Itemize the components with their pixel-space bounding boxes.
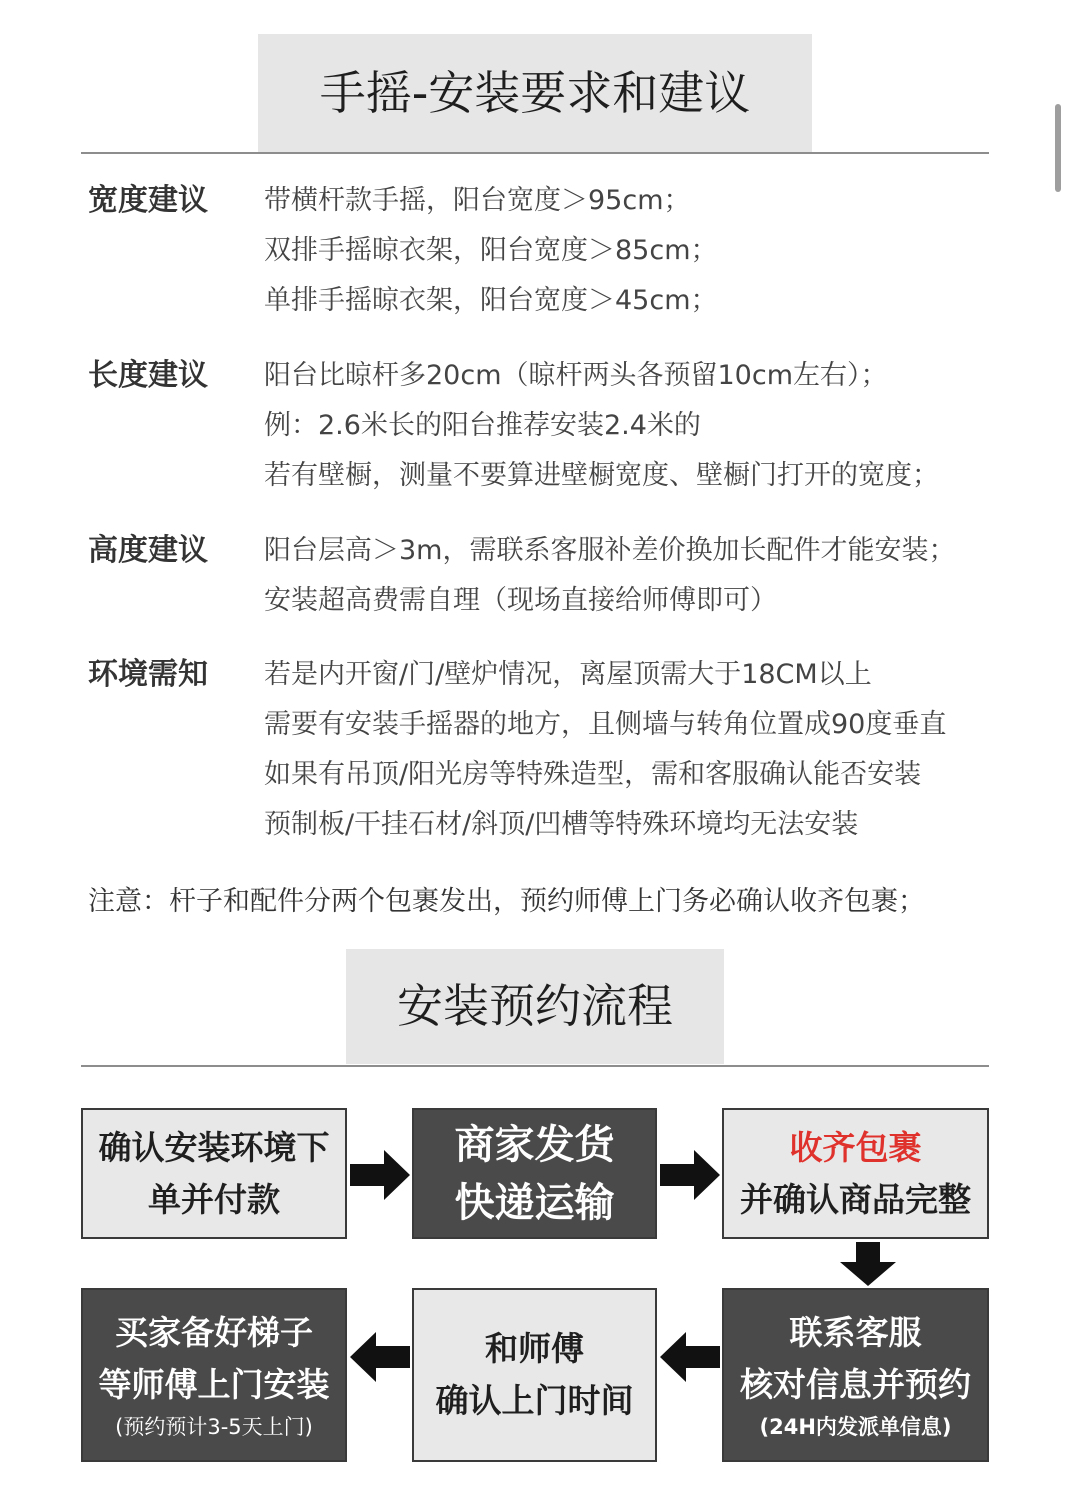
section-line: 双排手摇晾衣架，阳台宽度＞85cm； <box>264 235 718 266</box>
arrow-left-icon <box>350 1332 410 1382</box>
section-line: 如果有吊顶/阳光房等特殊造型，需和客服确认能否安装 <box>264 759 922 790</box>
page-title <box>258 34 812 152</box>
flow-title <box>346 949 724 1064</box>
divider <box>81 152 989 154</box>
note-text: 注意：杆子和配件分两个包裹发出，预约师傅上门务必确认收齐包裹； <box>88 886 925 917</box>
divider <box>81 1065 989 1067</box>
section-label: 长度建议 <box>88 358 208 393</box>
section-line: 需要有安装手摇器的地方，且侧墙与转角位置成90度垂直 <box>264 709 947 740</box>
flow-step-receive <box>722 1108 989 1239</box>
flow-step-install <box>81 1288 347 1462</box>
section-line: 若有壁橱，测量不要算进壁橱宽度、壁橱门打开的宽度； <box>264 460 939 491</box>
flow-step-schedule <box>412 1288 657 1462</box>
flow-step-text: 买家备好梯子 <box>115 1313 313 1352</box>
arrow-right-icon <box>350 1150 410 1200</box>
flow-step-contact <box>722 1288 989 1462</box>
section-lines <box>264 176 718 326</box>
flow-step-text: 商家发货 <box>454 1121 615 1168</box>
section-label: 宽度建议 <box>88 183 208 218</box>
section-line: 安装超高费需自理（现场直接给师傅即可） <box>264 585 777 616</box>
section-line: 预制板/干挂石材/斜顶/凹槽等特殊环境均无法安装 <box>264 809 859 840</box>
scrollbar[interactable] <box>1055 104 1061 192</box>
flow-step-subtext: (24H内发派单信息) <box>759 1415 952 1439</box>
flow-step-text: 联系客服 <box>789 1313 922 1352</box>
flow-step-text: 确认上门时间 <box>435 1381 634 1420</box>
section-line: 阳台层高＞3m，需联系客服补差价换加长配件才能安装； <box>264 535 956 566</box>
section-line: 单排手摇晾衣架，阳台宽度＞45cm； <box>264 285 718 316</box>
flow-step-text: 等师傅上门安装 <box>98 1365 330 1404</box>
flow-step-text: 核对信息并预约 <box>740 1365 971 1404</box>
arrow-down-icon <box>840 1242 896 1286</box>
page-title-text: 手摇-安装要求和建议 <box>319 66 751 120</box>
flow-step-confirm-payment <box>81 1108 347 1239</box>
section-line: 例：2.6米长的阳台推荐安装2.4米的 <box>264 410 701 441</box>
flow-step-highlight-text: 收齐包裹 <box>789 1127 922 1167</box>
flow-step-text: 快递运输 <box>454 1179 615 1226</box>
section-label: 高度建议 <box>88 533 208 568</box>
arrow-right-icon <box>660 1150 720 1200</box>
flow-step-text: 并确认商品完整 <box>740 1179 971 1219</box>
flow-step-text: 单并付款 <box>148 1179 280 1219</box>
flow-title-text: 安装预约流程 <box>397 979 673 1033</box>
flow-step-subtext: (预约预计3-5天上门) <box>115 1415 313 1439</box>
section-line: 带横杆款手摇，阳台宽度＞95cm； <box>264 185 691 216</box>
flow-step-shipping <box>412 1108 657 1239</box>
arrow-left-icon <box>660 1332 720 1382</box>
section-line: 若是内开窗/门/壁炉情况，离屋顶需大于18CM以上 <box>264 659 872 690</box>
section-lines <box>264 526 955 626</box>
flow-step-text: 确认安装环境下 <box>98 1127 330 1167</box>
flow-step-text: 和师傅 <box>485 1329 584 1368</box>
section-line: 阳台比晾杆多20cm（晾杆两头各预留10cm左右）； <box>264 360 888 391</box>
section-lines <box>264 650 946 850</box>
section-label: 环境需知 <box>88 657 208 692</box>
section-lines <box>264 351 939 501</box>
